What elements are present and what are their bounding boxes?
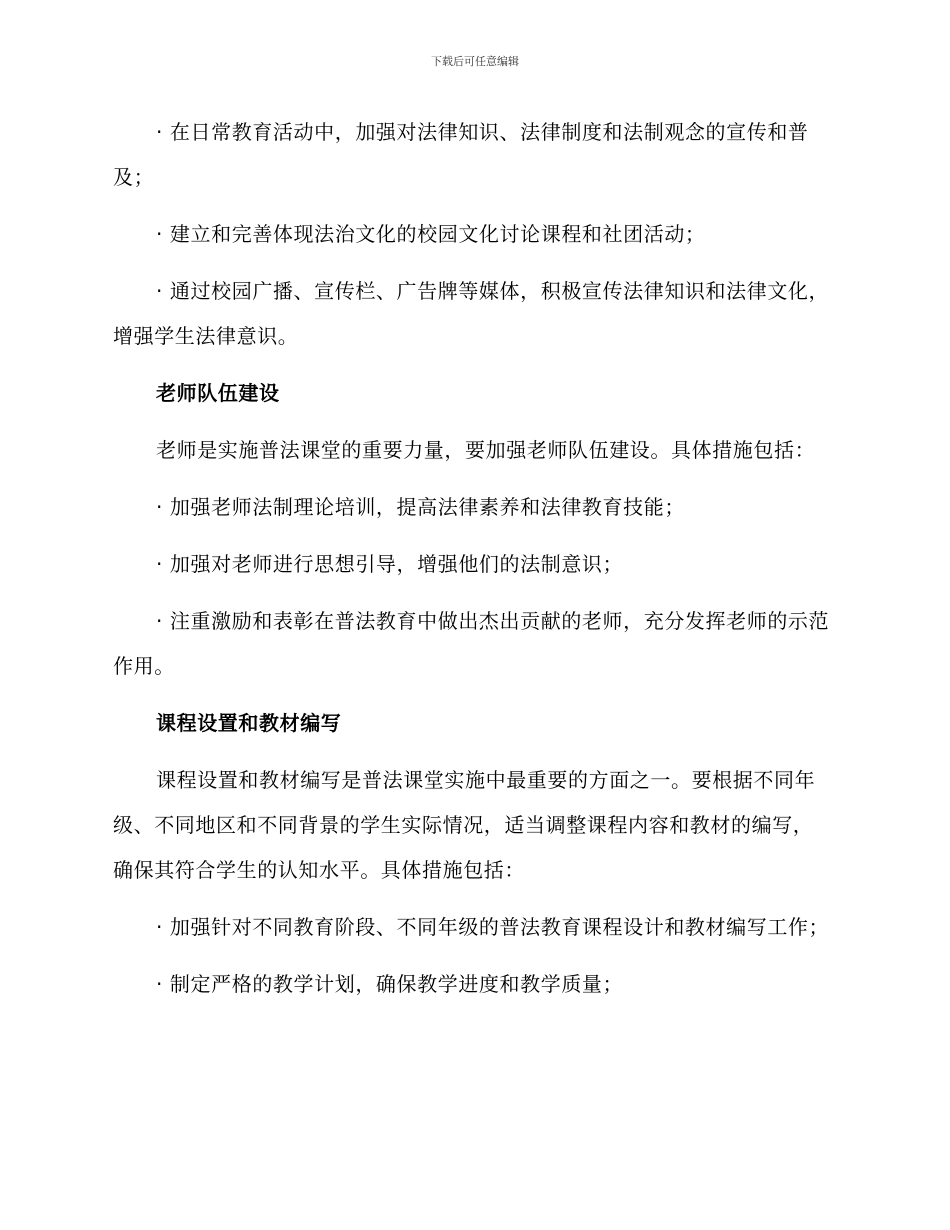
bullet-paragraph: · 加强针对不同教育阶段、不同年级的普法教育课程设计和教材编写工作； (156, 915, 830, 939)
bullet-paragraph: · 建立和完善体现法治文化的校园文化讨论课程和社团活动； (156, 222, 706, 246)
bullet-paragraph: · 注重激励和表彰在普法教育中做出杰出贡献的老师，充分发挥老师的示范作用。 (113, 609, 830, 678)
bullet-paragraph: · 在日常教育活动中，加强对法律知识、法律制度和法制观念的宣传和普及； (113, 120, 809, 189)
section-heading: 老师队伍建设 (156, 381, 280, 405)
page-header: 下载后可任意编辑 (431, 55, 519, 68)
bullet-paragraph: · 通过校园广播、宣传栏、广告牌等媒体，积极宣传法律知识和法律文化，增强学生法律意识。 (113, 279, 830, 348)
body-paragraph: 课程设置和教材编写是普法课堂实施中最重要的方面之一。要根据不同年级、不同地区和不同背景的学生实际情况，适当调整课程内容和教材的编写，确保其符合学生的认知水平。具体措施包括： (113, 768, 816, 882)
bullet-paragraph: · 加强老师法制理论培训，提高法律素养和法律教育技能； (156, 495, 685, 519)
bullet-paragraph: · 制定严格的教学计划，确保教学进度和教学质量； (156, 972, 624, 996)
section-heading: 课程设置和教材编写 (156, 711, 342, 735)
document-body (113, 110, 833, 1019)
body-paragraph: 老师是实施普法课堂的重要力量，要加强老师队伍建设。具体措施包括： (156, 438, 816, 462)
bullet-paragraph: · 加强对老师进行思想引导，增强他们的法制意识； (156, 552, 624, 576)
